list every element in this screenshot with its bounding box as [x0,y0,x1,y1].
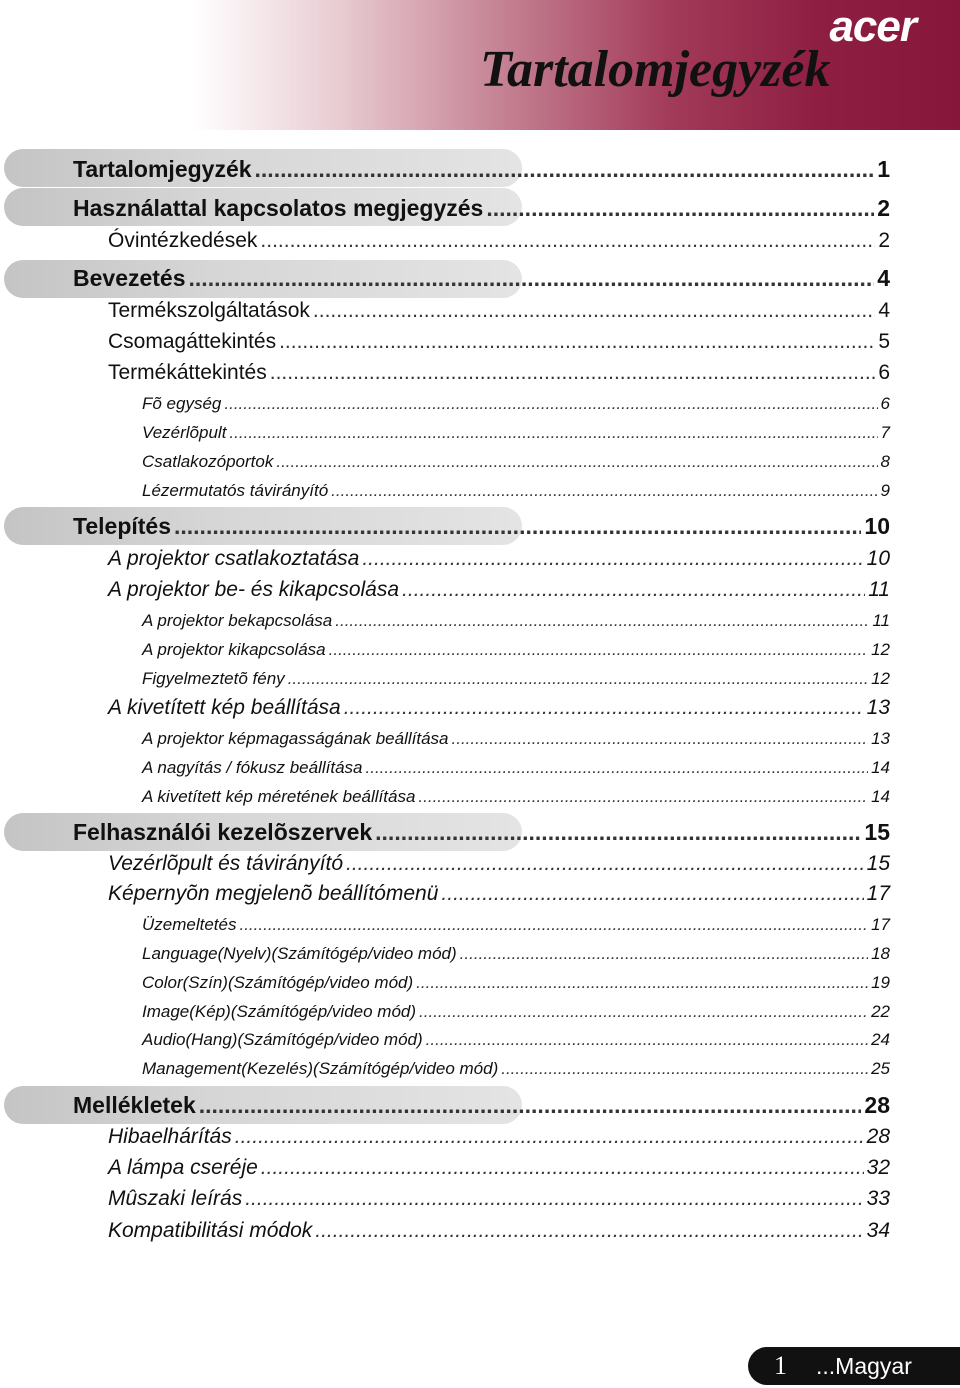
toc-page: 15 [864,819,890,845]
toc-label: Termékáttekintés [108,361,267,384]
toc-label: Color(Szín)(Számítógép/video mód) [142,973,414,992]
toc-page: 19 [871,973,890,992]
toc-leader [270,357,876,388]
toc-page: 14 [871,758,890,777]
toc-page: 8 [880,452,890,471]
toc-label: Vezérlõpult és távirányító [108,852,344,875]
toc-leader [224,389,877,418]
toc-label: Lézermutatós távirányító [142,481,329,500]
toc-label: Üzemeltetés [142,915,237,934]
toc-label: Tartalomjegyzék [73,156,252,182]
toc-leader [199,1086,862,1124]
toc-leader [418,782,868,811]
toc-label: Audio(Hang)(Számítógép/video mód) [142,1030,423,1049]
toc-page: 17 [871,915,890,934]
toc-label: A projektor be- és kikapcsolása [108,578,400,601]
toc-page: 10 [864,513,890,539]
toc-entry[interactable] [0,782,960,811]
page-number: 1 [774,1351,787,1380]
toc-label: Felhasználói kezelõszervek [73,819,373,845]
toc-leader [452,724,869,753]
toc-page: 28 [866,1125,890,1148]
toc-label: A projektor csatlakoztatása [108,547,360,570]
toc-leader [460,939,868,968]
toc-entry[interactable] [0,968,960,997]
toc-label: Képernyõn megjelenõ beállítómenü [108,882,439,905]
toc-label: A lámpa cseréje [108,1156,258,1179]
toc-page: 10 [866,547,890,570]
toc-leader [346,848,864,879]
toc-leader [375,813,861,851]
toc-leader [366,753,869,782]
toc-entry[interactable] [0,1215,960,1246]
toc-label: A nagyítás / fókusz beállítása [142,758,363,777]
toc-leader [255,150,875,188]
toc-leader [362,543,863,574]
toc-page: 2 [877,195,890,221]
toc-label: Mûszaki leírás [108,1187,243,1210]
toc-leader [441,878,863,909]
toc-page: 17 [866,882,890,905]
toc-entry[interactable] [0,1152,960,1183]
page-title: Tartalomjegyzék [480,41,831,98]
toc-leader [276,447,877,476]
toc-leader [239,910,868,939]
acer-logo: acer [829,2,916,51]
toc-label: Management(Kezelés)(Számítógép/video mód) [142,1059,499,1078]
toc-page: 32 [866,1156,890,1179]
toc-label: A projektor bekapcsolása [142,611,333,630]
toc-label: Language(Nyelv)(Számítógép/video mód) [142,944,457,963]
toc-leader [335,606,869,635]
toc-leader [329,635,868,664]
toc-label: Óvintézkedések [108,229,258,252]
toc-page: 6 [878,361,890,384]
toc-entry[interactable] [0,225,960,256]
toc-entry[interactable] [0,1183,960,1214]
toc-entry[interactable] [0,813,960,851]
toc-label: Image(Kép)(Számítógép/video mód) [142,1002,417,1021]
toc-leader [331,476,877,505]
toc-page: 11 [868,578,890,601]
toc-entry[interactable] [0,1121,960,1152]
toc-entry[interactable] [0,295,960,326]
toc-leader [402,574,865,605]
toc-label: Termékszolgáltatások [108,299,310,322]
toc-entry[interactable] [0,507,960,545]
toc-label: A projektor kikapcsolása [142,640,326,659]
toc-page: 18 [871,944,890,963]
toc-label: Kompatibilitási módok [108,1219,313,1242]
toc-leader [235,1121,864,1152]
toc-entry[interactable] [0,150,960,188]
toc-page: 24 [871,1030,890,1049]
toc-entry[interactable] [0,724,960,753]
toc-page: 13 [871,729,890,748]
toc-leader [501,1054,868,1083]
toc-entry[interactable] [0,389,960,418]
toc-page: 12 [871,669,890,688]
toc-entry[interactable] [0,476,960,505]
toc-entry[interactable] [0,878,960,909]
language-label: ...Magyar [816,1352,912,1379]
toc-entry[interactable] [0,1086,960,1124]
toc-entry[interactable] [0,910,960,939]
toc-page: 5 [878,330,890,353]
toc-leader [189,259,875,297]
toc-label: Bevezetés [73,265,186,291]
toc-entry[interactable] [0,635,960,664]
toc-label: Csomagáttekintés [108,330,277,353]
toc-page: 22 [871,1002,890,1021]
toc-page: 4 [877,265,890,291]
toc-label: Fõ egység [142,394,222,413]
toc-leader [315,1215,863,1246]
toc-page: 4 [878,299,890,322]
toc-page: 28 [864,1092,890,1118]
toc-leader [229,418,877,447]
toc-leader [419,997,868,1026]
toc-label: A kivetített kép méretének beállítása [142,787,416,806]
toc-entry[interactable] [0,543,960,574]
toc-label: A projektor képmagasságának beállítása [142,729,449,748]
toc-page: 14 [871,787,890,806]
toc-leader [245,1183,863,1214]
toc-entry[interactable] [0,997,960,1026]
toc-page: 25 [871,1059,890,1078]
toc-label: Csatlakozóportok [142,452,274,471]
toc-page: 13 [866,696,890,719]
toc-page: 2 [878,229,890,252]
toc-leader [261,1152,864,1183]
toc-page: 11 [872,611,890,630]
toc-leader [486,189,874,227]
toc-entry[interactable] [0,1025,960,1054]
toc-label: Használattal kapcsolatos megjegyzés [73,195,484,221]
toc-label: Telepítés [73,513,171,539]
toc-page: 12 [871,640,890,659]
toc-entry[interactable] [0,753,960,782]
toc-entry[interactable] [0,259,960,297]
toc-entry[interactable] [0,326,960,357]
toc-leader [260,225,875,256]
toc-entry[interactable] [0,692,960,723]
toc-leader [344,692,864,723]
toc-label: Mellékletek [73,1092,196,1118]
toc-entry[interactable] [0,606,960,635]
toc-entry[interactable] [0,447,960,476]
toc-page: 7 [880,423,890,442]
toc-label: Vezérlõpult [142,423,227,442]
toc-leader [426,1025,868,1054]
toc-entry[interactable] [0,664,960,693]
page-footer-tab [748,1347,960,1385]
toc-page: 1 [877,156,890,182]
toc-page: 9 [880,481,890,500]
toc-leader [174,507,861,545]
toc-entry[interactable] [0,939,960,968]
toc-leader [279,326,875,357]
toc-entry[interactable] [0,1054,960,1083]
toc-entry[interactable] [0,357,960,388]
toc-page: 6 [880,394,890,413]
toc-label: Figyelmeztetõ fény [142,669,285,688]
toc-label: Hibaelhárítás [108,1125,232,1148]
toc-page: 15 [866,852,890,875]
toc-entry[interactable] [0,189,960,227]
toc-entry[interactable] [0,574,960,605]
toc-page: 33 [866,1187,890,1210]
toc-leader [416,968,868,997]
toc-entry[interactable] [0,848,960,879]
toc-label: A kivetített kép beállítása [108,696,341,719]
toc-leader [288,664,868,693]
toc-leader [313,295,875,326]
toc-page: 34 [866,1219,890,1242]
toc-entry[interactable] [0,418,960,447]
